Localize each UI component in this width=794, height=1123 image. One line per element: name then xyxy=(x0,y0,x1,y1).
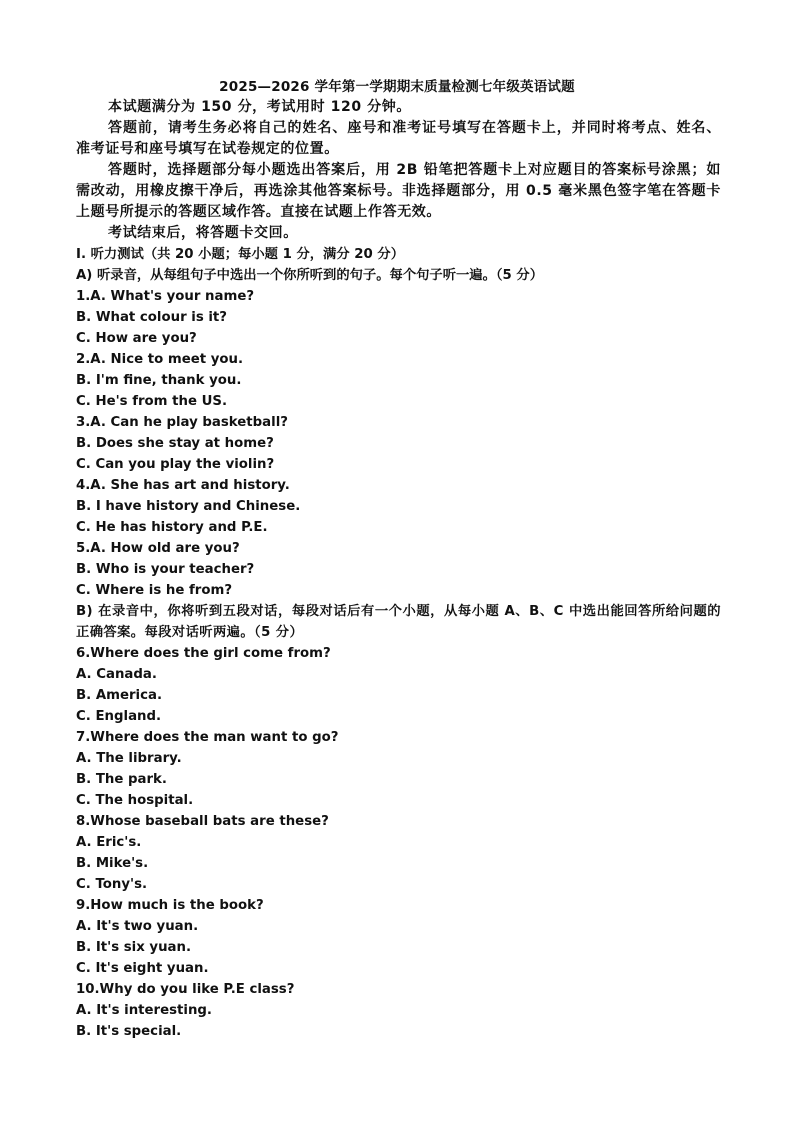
question-stem: 6.Where does the girl come from? xyxy=(76,646,331,661)
part-b-question xyxy=(76,643,721,727)
question-stem: 7.Where does the man want to go? xyxy=(76,730,339,745)
question-stem: 8.Whose baseball bats are these? xyxy=(76,814,329,829)
option: B. Does she stay at home? xyxy=(76,436,274,451)
option: C. It's eight yuan. xyxy=(76,961,209,976)
option: A. It's interesting. xyxy=(76,1003,212,1018)
option: C. He has history and P.E. xyxy=(76,520,268,535)
exam-title: 2025—2026 学年第一学期期末质量检测七年级英语试题 xyxy=(219,79,575,95)
part-a-question xyxy=(76,349,721,412)
option: C. Can you play the violin? xyxy=(76,457,275,472)
listening-section xyxy=(76,244,721,1042)
option: B. What colour is it? xyxy=(76,310,227,325)
part-a-question xyxy=(76,538,721,601)
option: B. America. xyxy=(76,688,163,703)
instruction-score-time: 本试题满分为 150 分，考试用时 120 分钟。 xyxy=(108,99,411,115)
option: B. It's six yuan. xyxy=(76,940,192,955)
option: B. Who is your teacher? xyxy=(76,562,255,577)
option: C. He's from the US. xyxy=(76,394,228,409)
part-b-question xyxy=(76,895,721,979)
option: B. Mike's. xyxy=(76,856,149,871)
part-b-question xyxy=(76,979,721,1042)
part-a-question xyxy=(76,412,721,475)
section-heading: I. 听力测试（共 20 小题；每小题 1 分，满分 20 分） xyxy=(76,247,405,262)
part-a-question xyxy=(76,286,721,349)
question-stem: 1.A. What's your name? xyxy=(76,289,255,304)
option: B. I'm fine, thank you. xyxy=(76,373,242,388)
question-stem: 10.Why do you like P.E class? xyxy=(76,982,295,997)
option: A. It's two yuan. xyxy=(76,919,199,934)
question-stem: 4.A. She has art and history. xyxy=(76,478,290,493)
instruction-after-exam: 考试结束后，将答题卡交回。 xyxy=(108,225,298,241)
question-stem: 5.A. How old are you? xyxy=(76,541,240,556)
option: C. How are you? xyxy=(76,331,197,346)
exam-instructions xyxy=(76,97,721,244)
option: A. Eric's. xyxy=(76,835,142,850)
option: B. It's special. xyxy=(76,1024,182,1039)
option: C. Where is he from? xyxy=(76,583,233,598)
option: C. England. xyxy=(76,709,162,724)
option: C. The hospital. xyxy=(76,793,194,808)
option: B. I have history and Chinese. xyxy=(76,499,301,514)
instruction-before-answering: 答题前，请考生务必将自己的姓名、座号和准考证号填写在答题卡上，并同时将考点、姓名、准考证号和座号填写在试卷规定的位置。 xyxy=(76,120,721,157)
part-b-question xyxy=(76,727,721,811)
part-a-heading: A) 听录音，从每组句子中选出一个你所听到的句子。每个句子听一遍。（5 分） xyxy=(76,268,544,283)
option: A. The library. xyxy=(76,751,182,766)
part-b-question xyxy=(76,811,721,895)
option: C. Tony's. xyxy=(76,877,148,892)
part-a-question xyxy=(76,475,721,538)
instruction-answering: 答题时，选择题部分每小题选出答案后，用 2B 铅笔把答题卡上对应题目的答案标号涂黑；如需改动，用橡皮擦干净后，再选涂其他答案标号。非选择题部分，用 0.5 毫米黑色签字笔在答题卡上题号所提示的答题区域作答。直接在试题上作答无效。 xyxy=(76,162,721,220)
question-stem: 2.A. Nice to meet you. xyxy=(76,352,244,367)
option: A. Canada. xyxy=(76,667,157,682)
question-stem: 3.A. Can he play basketball? xyxy=(76,415,288,430)
option: B. The park. xyxy=(76,772,167,787)
part-b-heading: B) 在录音中，你将听到五段对话，每段对话后有一个小题，从每小题 A、B、C 中选出能回答所给问题的正确答案。每段对话听两遍。（5 分） xyxy=(76,604,721,640)
question-stem: 9.How much is the book? xyxy=(76,898,264,913)
